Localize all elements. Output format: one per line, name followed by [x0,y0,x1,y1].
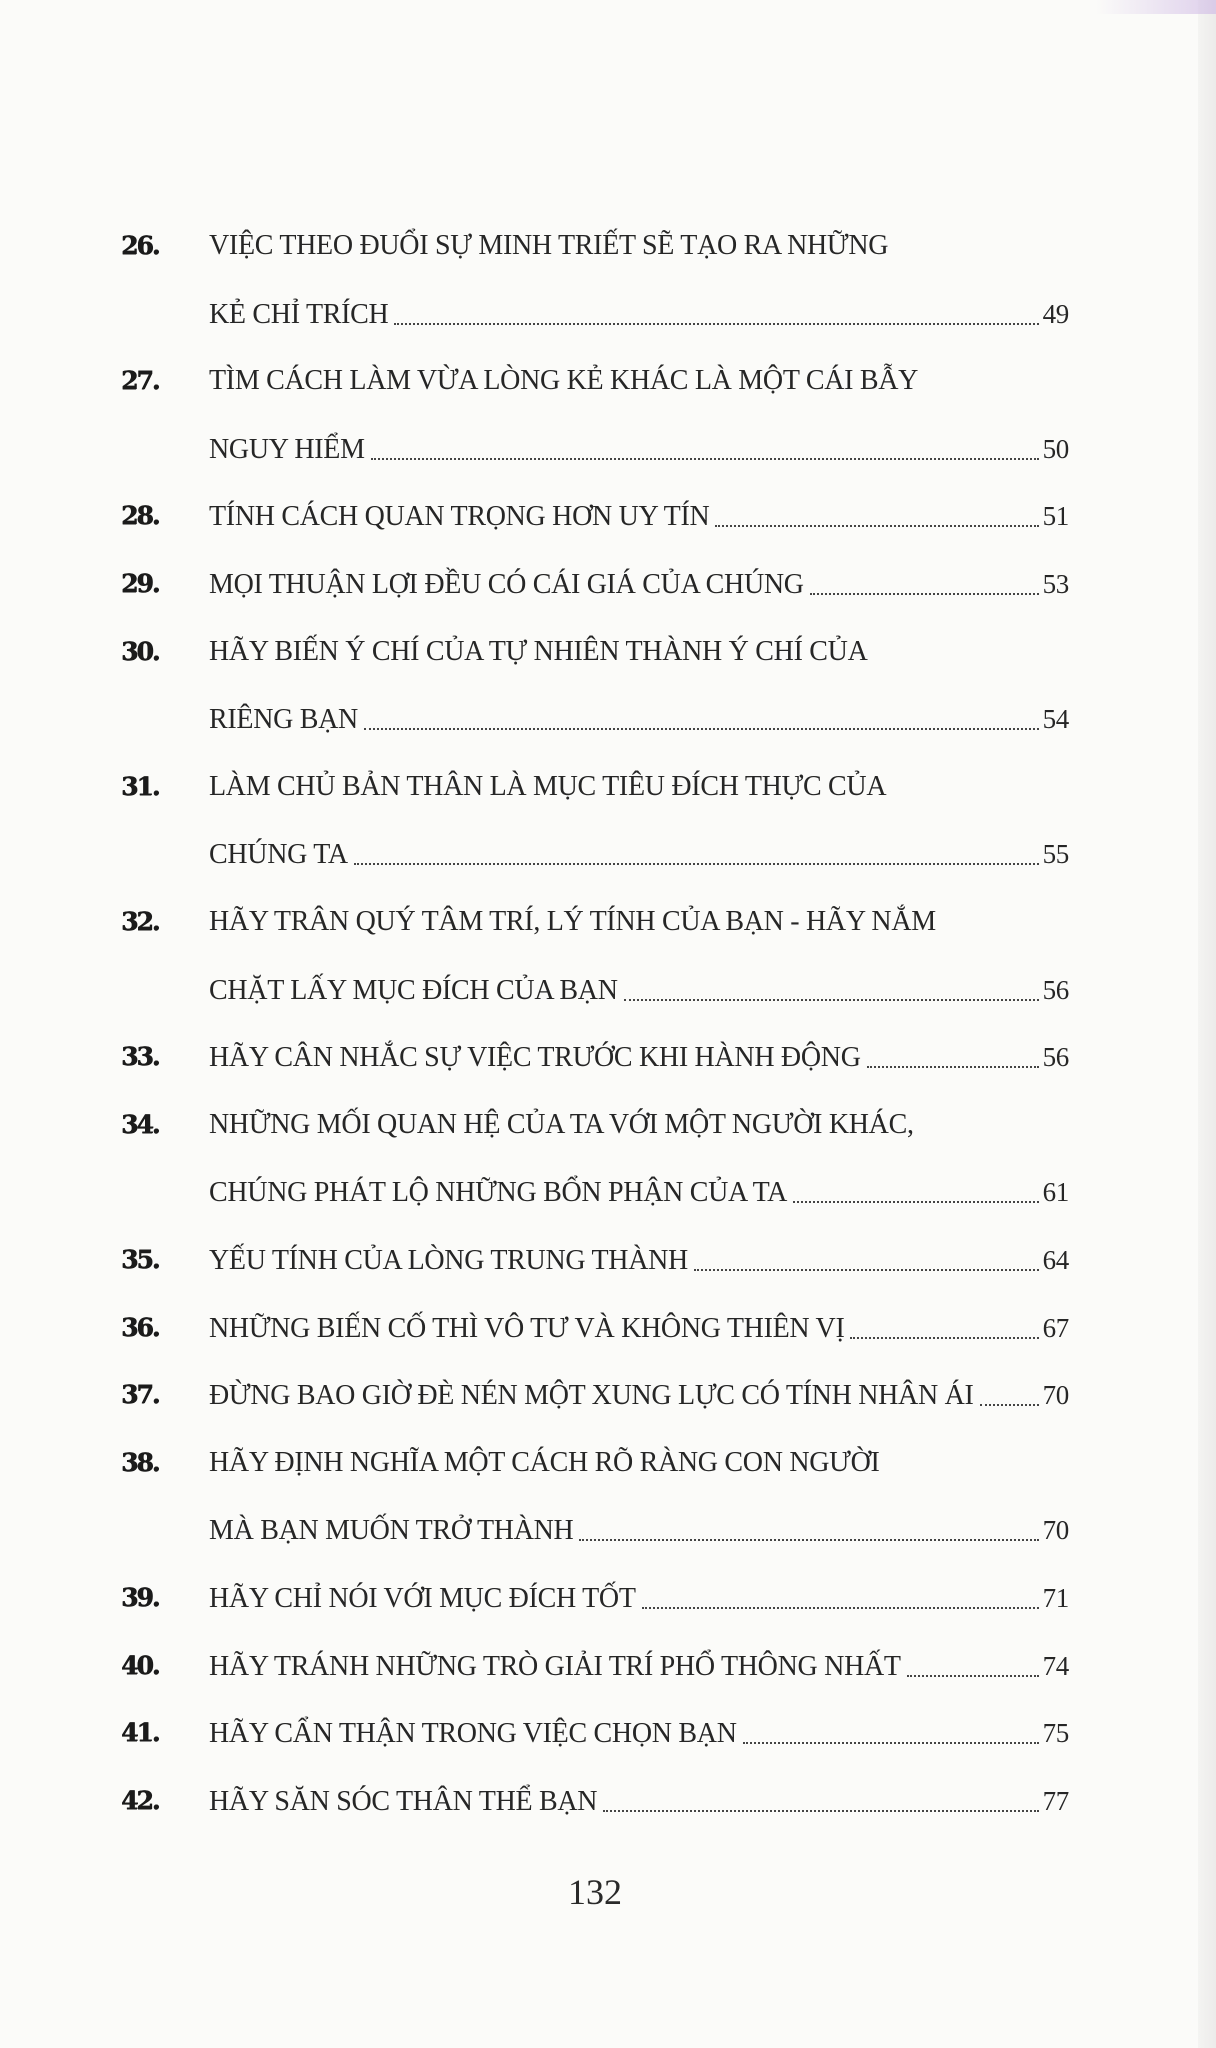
toc-entry-leader-line [209,973,1069,1007]
toc-entry-title: HÃY TRÁNH NHỮNG TRÒ GIẢI TRÍ PHỔ THÔNG NHẤT [209,1650,901,1682]
toc-entry-page: 61 [1042,1177,1069,1208]
toc-entry-page: 49 [1042,298,1069,329]
toc-entry-page: 54 [1042,704,1069,735]
dot-leader [850,1337,1038,1339]
dot-leader [354,863,1039,865]
toc-entry-title: NHỮNG BIẾN CỐ THÌ VÔ TƯ VÀ KHÔNG THIÊN VỊ [209,1312,845,1344]
toc-entry-title: HÃY SĂN SÓC THÂN THỂ BẠN [209,1785,598,1817]
toc-entry-number: 32. [121,907,159,936]
dot-leader [694,1269,1039,1271]
toc-entry-leader-line [209,567,1069,601]
toc-entry-number: 39. [121,1583,159,1612]
toc-entry-page: 70 [1042,1515,1069,1546]
toc-entry-page: 74 [1042,1650,1069,1681]
toc-entry-title: CHÚNG TA [209,839,348,871]
toc-entry-title: RIÊNG BẠN [209,704,358,736]
toc-entry-leader-line [209,1649,1069,1683]
toc-entry-number: 35. [121,1245,159,1274]
toc-entry-title: HÃY CẨN THẬN TRONG VIỆC CHỌN BẠN [209,1718,737,1750]
toc-entry-title-line: HÃY ĐỊNH NGHĨA MỘT CÁCH RÕ RÀNG CON NGƯỜI [209,1446,880,1478]
toc-entry-leader-line [209,1784,1069,1818]
toc-entry-leader-line [209,1513,1069,1547]
dot-leader [603,1810,1038,1812]
toc-entry-title-line: TÌM CÁCH LÀM VỪA LÒNG KẺ KHÁC LÀ MỘT CÁI BẪY [209,365,919,397]
toc-entry-leader-line [209,1040,1069,1074]
toc-entry-title-line: HÃY BIẾN Ý CHÍ CỦA TỰ NHIÊN THÀNH Ý CHÍ CỦA [209,635,868,667]
toc-entry-title-line: VIỆC THEO ĐUỔI SỰ MINH TRIẾT SẼ TẠO RA NHỮNG [209,230,889,261]
toc-entry-leader-line [209,837,1069,871]
toc-entry-number: 33. [121,1042,159,1072]
toc-entry-page: 56 [1042,974,1069,1005]
toc-entry-page: 75 [1042,1718,1069,1749]
toc-entry-title: TÍNH CÁCH QUAN TRỌNG HƠN UY TÍN [209,501,710,533]
page-edge [1198,0,1216,2048]
toc-entry-leader-line [209,1311,1069,1345]
toc-entry-title: MỌI THUẬN LỢI ĐỀU CÓ CÁI GIÁ CỦA CHÚNG [209,569,804,600]
dot-leader [907,1675,1039,1677]
toc-entry-title: NGUY HIỂM [209,433,365,465]
toc-entry-page: 50 [1042,433,1069,464]
toc-entry-number: 41. [121,1718,159,1748]
toc-entry-page: 67 [1042,1312,1069,1343]
toc-entry-leader-line [209,297,1069,331]
dot-leader [371,458,1039,460]
toc-entry-number: 38. [121,1447,159,1477]
toc-entry-number: 31. [121,771,159,801]
toc-entry-leader-line [209,432,1069,466]
toc-entry-title: KẺ CHỈ TRÍCH [209,298,389,330]
toc-entry-title: ĐỪNG BAO GIỜ ĐÈ NÉN MỘT XUNG LỰC CÓ TÍNH NHÂN ÁI [209,1380,974,1412]
toc-entry-title: HÃY CHỈ NÓI VỚI MỤC ĐÍCH TỐT [209,1583,636,1614]
toc-entry-number: 27. [121,366,159,396]
toc-entry-page: 70 [1042,1380,1069,1411]
toc-entry-title: CHẶT LẤY MỤC ĐÍCH CỦA BẠN [209,974,618,1006]
toc-entry-page: 77 [1042,1785,1069,1816]
toc-entry-leader-line [209,1581,1069,1615]
toc-entry-number: 42. [121,1785,159,1815]
corner-tint [1096,0,1216,14]
dot-leader [364,728,1039,730]
toc-entry-title: HÃY CÂN NHẮC SỰ VIỆC TRƯỚC KHI HÀNH ĐỘNG [209,1042,861,1074]
toc-entry-leader-line [209,1378,1069,1412]
toc-entry-number: 36. [121,1312,159,1342]
dot-leader [579,1539,1038,1541]
toc-entry-title-line: LÀM CHỦ BẢN THÂN LÀ MỤC TIÊU ĐÍCH THỰC CỦA [209,770,887,802]
dot-leader [394,323,1038,325]
toc-entry-number: 28. [121,501,159,531]
dot-leader [793,1201,1038,1203]
toc-entry-page: 71 [1042,1583,1069,1613]
toc-entry-number: 30. [121,636,159,666]
dot-leader [743,1742,1039,1744]
toc-entry-leader-line [209,1716,1069,1750]
toc-entry-leader-line [209,1175,1069,1209]
dot-leader [810,593,1039,595]
page-number: 132 [568,1872,622,1912]
toc-entry-leader-line [209,702,1069,736]
toc-entry-page: 51 [1042,501,1069,532]
toc-entry-number: 40. [121,1650,159,1680]
toc-entry-number: 37. [121,1380,159,1410]
toc-entry-number: 29. [121,569,159,598]
toc-entry-page: 64 [1042,1245,1069,1275]
dot-leader [642,1607,1039,1609]
dot-leader [867,1066,1039,1068]
toc-entry-number: 34. [121,1109,159,1139]
toc-entry-leader-line [209,1243,1069,1277]
toc-entry-title-line: NHỮNG MỐI QUAN HỆ CỦA TA VỚI MỘT NGƯỜI KHÁC, [209,1108,914,1140]
toc-entry-title: MÀ BẠN MUỐN TRỞ THÀNH [209,1515,574,1547]
toc-entry-title: YẾU TÍNH CỦA LÒNG TRUNG THÀNH [209,1245,688,1276]
toc-entry-page: 53 [1042,569,1069,599]
toc-entry-leader-line [209,499,1069,533]
toc-entry-page: 55 [1042,839,1069,870]
toc-entry-number: 26. [121,231,159,260]
toc-entry-page: 56 [1042,1042,1069,1073]
dot-leader [624,999,1039,1001]
toc-entry-title: CHÚNG PHÁT LỘ NHỮNG BỔN PHẬN CỦA TA [209,1177,788,1209]
dot-leader [980,1404,1039,1406]
toc-entry-title-line: HÃY TRÂN QUÝ TÂM TRÍ, LÝ TÍNH CỦA BẠN - HÃY NẮM [209,906,936,937]
dot-leader [715,525,1038,527]
